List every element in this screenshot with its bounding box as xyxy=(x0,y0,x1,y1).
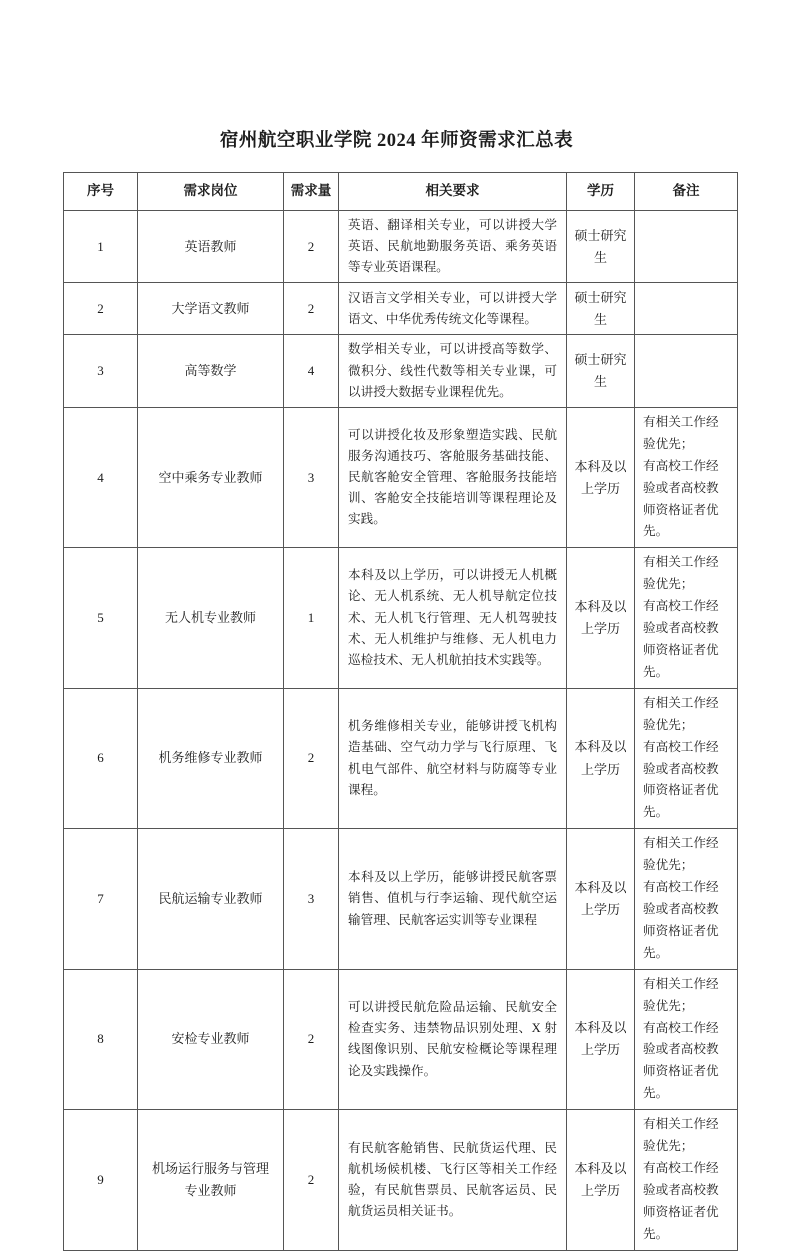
header-position: 需求岗位 xyxy=(138,173,284,211)
count-cell: 4 xyxy=(284,335,339,407)
remark-line-2: 有高校工作经验或者高校教师资格证者优先。 xyxy=(643,880,719,960)
remark-line-2: 有高校工作经验或者高校教师资格证者优先。 xyxy=(643,1020,719,1101)
remark-line-1: 有相关工作经验优先； xyxy=(643,414,719,451)
requirements-cell: 本科及以上学历，可以讲授无人机概论、无人机系统、无人机导航定位技术、无人机飞行管理、无人机驾驶技术、无人机维护与维修、无人机电力巡检技术、无人机航拍技术实践等。 xyxy=(339,548,567,688)
remark-line-1: 有相关工作经验优先； xyxy=(643,976,719,1013)
count-cell: 3 xyxy=(284,407,339,547)
remark-cell xyxy=(635,335,738,407)
count-cell: 2 xyxy=(284,283,339,335)
position-cell: 空中乘务专业教师 xyxy=(138,407,284,547)
requirements-cell: 机务维修相关专业，能够讲授飞机构造基础、空气动力学与飞行原理、飞机电气部件、航空材料与防腐等专业课程。 xyxy=(339,688,567,828)
count-cell: 1 xyxy=(284,548,339,688)
remark-line-1: 有相关工作经验优先； xyxy=(643,836,719,873)
position-cell: 机务维修专业教师 xyxy=(138,688,284,828)
row-number-cell: 9 xyxy=(64,1110,138,1250)
count-cell: 2 xyxy=(284,211,339,283)
position-cell: 大学语文教师 xyxy=(138,283,284,335)
remark-line-1: 有相关工作经验优先； xyxy=(643,695,719,732)
remark-line-2: 有高校工作经验或者高校教师资格证者优先。 xyxy=(643,458,719,539)
count-cell: 2 xyxy=(284,1110,339,1250)
remark-cell xyxy=(635,548,738,688)
count-cell: 3 xyxy=(284,829,339,969)
remark-line-1: 有相关工作经验优先； xyxy=(643,1117,719,1154)
education-cell: 本科及以上学历 xyxy=(567,829,635,969)
table-row xyxy=(64,969,738,1109)
header-education: 学历 xyxy=(567,173,635,211)
header-count: 需求量 xyxy=(284,173,339,211)
education-cell: 硕士研究生 xyxy=(567,211,635,283)
education-cell: 本科及以上学历 xyxy=(567,407,635,547)
header-no: 序号 xyxy=(64,173,138,211)
requirements-cell: 可以讲授化妆及形象塑造实践、民航服务沟通技巧、客舱服务基础技能、民航客舱安全管理、客舱服务技能培训、客舱安全技能培训等课程理论及实践。 xyxy=(339,407,567,547)
position-cell: 无人机专业教师 xyxy=(138,548,284,688)
remark-cell xyxy=(635,283,738,335)
row-number-cell: 8 xyxy=(64,969,138,1109)
position-cell: 高等数学 xyxy=(138,335,284,407)
teacher-demand-table xyxy=(63,172,738,1251)
remark-line-2: 有高校工作经验或者高校教师资格证者优先。 xyxy=(643,739,719,820)
table-row xyxy=(64,283,738,335)
requirements-cell: 本科及以上学历，能够讲授民航客票销售、值机与行李运输、现代航空运输管理、民航客运实训等专业课程 xyxy=(339,829,567,969)
remark-cell xyxy=(635,1110,738,1250)
education-cell: 本科及以上学历 xyxy=(567,969,635,1109)
requirements-cell: 汉语言文学相关专业，可以讲授大学语文、中华优秀传统文化等课程。 xyxy=(339,283,567,335)
education-cell: 本科及以上学历 xyxy=(567,548,635,688)
table-row xyxy=(64,548,738,688)
row-number-cell: 4 xyxy=(64,407,138,547)
count-cell: 2 xyxy=(284,688,339,828)
page-title: 宿州航空职业学院 2024 年师资需求汇总表 xyxy=(219,131,574,151)
remark-line-2: 有高校工作经验或者高校教师资格证者优先。 xyxy=(643,1160,719,1241)
header-remarks: 备注 xyxy=(635,173,738,211)
count-cell: 2 xyxy=(284,969,339,1109)
row-number-cell: 7 xyxy=(64,829,138,969)
table-row xyxy=(64,335,738,407)
position-cell: 民航运输专业教师 xyxy=(138,829,284,969)
requirements-cell: 有民航客舱销售、民航货运代理、民航机场候机楼、飞行区等相关工作经验，有民航售票员、民航客运员、民航货运员相关证书。 xyxy=(339,1110,567,1250)
row-number-cell: 5 xyxy=(64,548,138,688)
table-row xyxy=(64,829,738,969)
header-requirements: 相关要求 xyxy=(339,173,567,211)
position-cell: 英语教师 xyxy=(138,211,284,283)
remark-cell xyxy=(635,211,738,283)
requirements-cell: 英语、翻译相关专业，可以讲授大学英语、民航地勤服务英语、乘务英语等专业英语课程。 xyxy=(339,211,567,283)
requirements-cell: 可以讲授民航危险品运输、民航安全检查实务、违禁物品识别处理、X 射线图像识别、民航安检概论等课程理论及实践操作。 xyxy=(339,969,567,1109)
remark-line-1: 有相关工作经验优先； xyxy=(643,555,719,592)
remark-cell xyxy=(635,969,738,1109)
table-row xyxy=(64,407,738,547)
position-cell: 安检专业教师 xyxy=(138,969,284,1109)
education-cell: 硕士研究生 xyxy=(567,335,635,407)
table-header-row xyxy=(64,173,738,211)
row-number-cell: 1 xyxy=(64,211,138,283)
position-cell: 机场运行服务与管理专业教师 xyxy=(138,1110,284,1250)
table-row xyxy=(64,211,738,283)
row-number-cell: 3 xyxy=(64,335,138,407)
remark-line-2: 有高校工作经验或者高校教师资格证者优先。 xyxy=(643,599,719,679)
table-row xyxy=(64,688,738,828)
row-number-cell: 6 xyxy=(64,688,138,828)
table-row xyxy=(64,1110,738,1250)
requirements-cell: 数学相关专业，可以讲授高等数学、微积分、线性代数等相关专业课，可以讲授大数据专业课程优先。 xyxy=(339,335,567,407)
remark-cell xyxy=(635,407,738,547)
remark-cell xyxy=(635,829,738,969)
education-cell: 本科及以上学历 xyxy=(567,688,635,828)
row-number-cell: 2 xyxy=(64,283,138,335)
education-cell: 本科及以上学历 xyxy=(567,1110,635,1250)
education-cell: 硕士研究生 xyxy=(567,283,635,335)
remark-cell xyxy=(635,688,738,828)
